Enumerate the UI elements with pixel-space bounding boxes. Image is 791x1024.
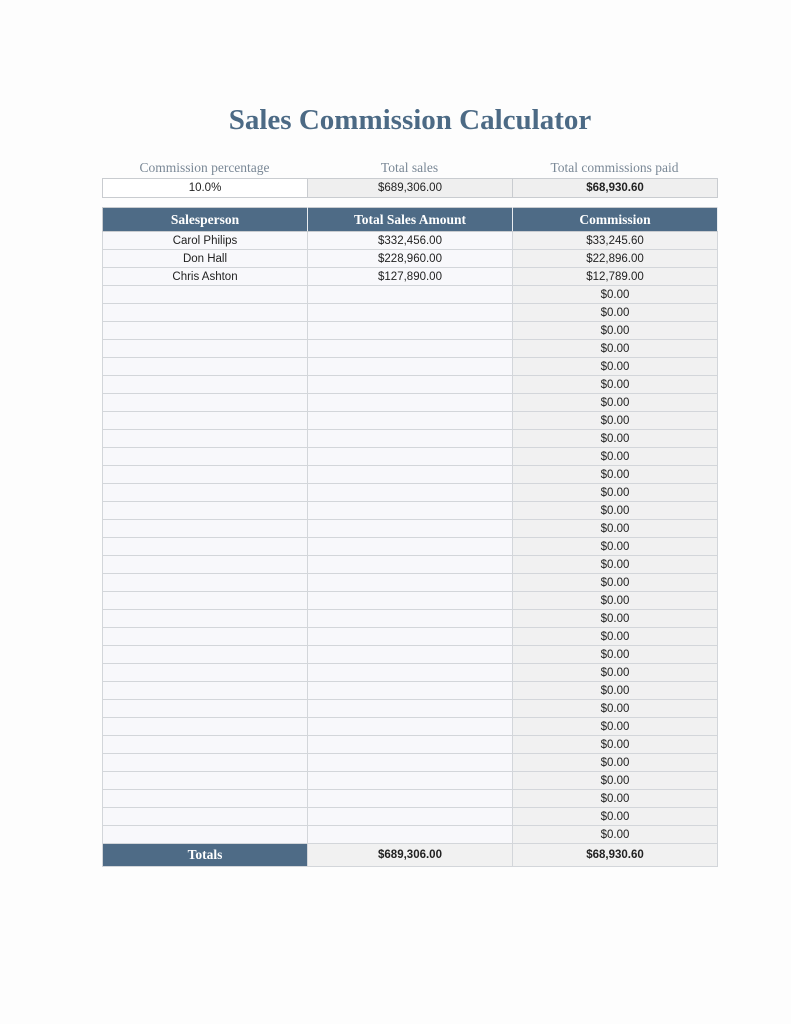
total-sales-label: Total sales xyxy=(380,160,439,175)
table-row xyxy=(103,718,718,736)
totals-row xyxy=(103,844,718,867)
table-body xyxy=(103,232,718,844)
commission-cell: $0.00 xyxy=(513,484,718,502)
commission-cell: $0.00 xyxy=(513,556,718,574)
total-sales-cell[interactable] xyxy=(308,664,513,682)
commission-cell: $0.00 xyxy=(513,340,718,358)
commission-table xyxy=(102,207,718,867)
table-row xyxy=(103,376,718,394)
table-row xyxy=(103,826,718,844)
commission-cell: $0.00 xyxy=(513,574,718,592)
commission-cell: $0.00 xyxy=(513,610,718,628)
total-sales-cell[interactable] xyxy=(308,754,513,772)
commission-cell: $0.00 xyxy=(513,520,718,538)
table-row xyxy=(103,232,718,250)
table-row xyxy=(103,484,718,502)
total-commissions-paid-value: $68,930.60 xyxy=(512,178,718,198)
total-sales-cell[interactable] xyxy=(308,826,513,844)
salesperson-cell[interactable] xyxy=(103,574,308,592)
commission-cell: $0.00 xyxy=(513,322,718,340)
header-commission: Commission xyxy=(513,208,718,232)
commission-cell: $0.00 xyxy=(513,682,718,700)
commission-cell: $0.00 xyxy=(513,304,718,322)
salesperson-cell[interactable] xyxy=(103,826,308,844)
table-row xyxy=(103,502,718,520)
commission-cell: $0.00 xyxy=(513,790,718,808)
total-sales-cell[interactable] xyxy=(308,502,513,520)
salesperson-cell[interactable]: Carol Philips xyxy=(103,232,308,250)
total-sales-cell[interactable]: $228,960.00 xyxy=(308,250,513,268)
commission-cell: $0.00 xyxy=(513,538,718,556)
table-row xyxy=(103,286,718,304)
totals-label: Totals xyxy=(103,844,308,867)
page-title: Sales Commission Calculator xyxy=(228,104,592,136)
total-sales-cell[interactable] xyxy=(308,484,513,502)
table-row xyxy=(103,538,718,556)
commission-cell: $0.00 xyxy=(513,286,718,304)
table-header-row xyxy=(103,208,718,232)
commission-cell: $33,245.60 xyxy=(513,232,718,250)
salesperson-cell[interactable] xyxy=(103,700,308,718)
salesperson-cell[interactable] xyxy=(103,718,308,736)
table-row xyxy=(103,322,718,340)
commission-percentage-label: Commission percentage xyxy=(139,160,270,175)
salesperson-cell[interactable] xyxy=(103,682,308,700)
total-sales-cell[interactable]: $127,890.00 xyxy=(308,268,513,286)
total-sales-cell[interactable] xyxy=(308,448,513,466)
commission-cell: $22,896.00 xyxy=(513,250,718,268)
table-row xyxy=(103,448,718,466)
salesperson-cell[interactable] xyxy=(103,304,308,322)
total-sales-cell[interactable] xyxy=(308,574,513,592)
total-sales-cell[interactable] xyxy=(308,610,513,628)
totals-commission-value: $68,930.60 xyxy=(513,844,718,867)
commission-cell: $0.00 xyxy=(513,592,718,610)
commission-cell: $0.00 xyxy=(513,664,718,682)
salesperson-cell[interactable] xyxy=(103,448,308,466)
commission-cell: $0.00 xyxy=(513,718,718,736)
table-row xyxy=(103,700,718,718)
table-row xyxy=(103,340,718,358)
salesperson-cell[interactable] xyxy=(103,484,308,502)
table-row xyxy=(103,466,718,484)
table-row xyxy=(103,430,718,448)
salesperson-cell[interactable] xyxy=(103,592,308,610)
table-row xyxy=(103,268,718,286)
table-row xyxy=(103,628,718,646)
salesperson-cell[interactable] xyxy=(103,664,308,682)
table-row xyxy=(103,304,718,322)
commission-percentage-field[interactable]: 10.0% xyxy=(102,178,308,198)
commission-cell: $0.00 xyxy=(513,358,718,376)
total-sales-cell[interactable] xyxy=(308,358,513,376)
total-sales-cell[interactable] xyxy=(308,340,513,358)
salesperson-cell[interactable] xyxy=(103,466,308,484)
salesperson-cell[interactable]: Don Hall xyxy=(103,250,308,268)
salesperson-cell[interactable] xyxy=(103,790,308,808)
table-row xyxy=(103,754,718,772)
salesperson-cell[interactable] xyxy=(103,502,308,520)
table-row xyxy=(103,556,718,574)
total-sales-cell[interactable] xyxy=(308,592,513,610)
salesperson-cell[interactable] xyxy=(103,340,308,358)
summary-values xyxy=(102,178,717,198)
table-row xyxy=(103,808,718,826)
salesperson-cell[interactable] xyxy=(103,322,308,340)
table-row xyxy=(103,646,718,664)
commission-cell: $0.00 xyxy=(513,826,718,844)
total-sales-cell[interactable] xyxy=(308,520,513,538)
commission-cell: $0.00 xyxy=(513,394,718,412)
table-row xyxy=(103,592,718,610)
total-sales-cell[interactable] xyxy=(308,790,513,808)
commission-cell: $0.00 xyxy=(513,502,718,520)
commission-cell: $0.00 xyxy=(513,646,718,664)
header-total-sales-amount: Total Sales Amount xyxy=(308,208,513,232)
total-sales-cell[interactable] xyxy=(308,772,513,790)
total-sales-cell[interactable] xyxy=(308,628,513,646)
salesperson-cell[interactable] xyxy=(103,610,308,628)
salesperson-cell[interactable] xyxy=(103,430,308,448)
total-sales-cell[interactable] xyxy=(308,322,513,340)
salesperson-cell[interactable] xyxy=(103,754,308,772)
salesperson-cell[interactable] xyxy=(103,286,308,304)
total-sales-cell[interactable] xyxy=(308,430,513,448)
salesperson-cell[interactable] xyxy=(103,628,308,646)
salesperson-cell[interactable] xyxy=(103,556,308,574)
table-row xyxy=(103,790,718,808)
salesperson-cell[interactable]: Chris Ashton xyxy=(103,268,308,286)
salesperson-cell[interactable] xyxy=(103,772,308,790)
total-sales-value: $689,306.00 xyxy=(307,178,513,198)
total-sales-cell[interactable] xyxy=(308,646,513,664)
commission-cell: $0.00 xyxy=(513,430,718,448)
table-row xyxy=(103,358,718,376)
total-sales-cell[interactable] xyxy=(308,538,513,556)
total-sales-cell[interactable] xyxy=(308,412,513,430)
total-sales-cell[interactable] xyxy=(308,808,513,826)
total-sales-cell[interactable] xyxy=(308,736,513,754)
salesperson-cell[interactable] xyxy=(103,376,308,394)
header-salesperson: Salesperson xyxy=(103,208,308,232)
total-sales-cell[interactable] xyxy=(308,700,513,718)
table-row xyxy=(103,736,718,754)
total-sales-cell[interactable] xyxy=(308,304,513,322)
salesperson-cell[interactable] xyxy=(103,736,308,754)
table-row xyxy=(103,664,718,682)
table-row xyxy=(103,394,718,412)
total-sales-cell[interactable] xyxy=(308,556,513,574)
total-sales-cell[interactable] xyxy=(308,718,513,736)
salesperson-cell[interactable] xyxy=(103,808,308,826)
commission-cell: $0.00 xyxy=(513,376,718,394)
table-row xyxy=(103,520,718,538)
salesperson-cell[interactable] xyxy=(103,538,308,556)
total-sales-cell[interactable] xyxy=(308,682,513,700)
commission-cell: $0.00 xyxy=(513,754,718,772)
total-commissions-paid-label: Total commissions paid xyxy=(550,160,679,175)
commission-cell: $0.00 xyxy=(513,412,718,430)
salesperson-cell[interactable] xyxy=(103,520,308,538)
table-row xyxy=(103,574,718,592)
table-row xyxy=(103,610,718,628)
commission-cell: $0.00 xyxy=(513,700,718,718)
total-sales-cell[interactable] xyxy=(308,286,513,304)
salesperson-cell[interactable] xyxy=(103,394,308,412)
commission-cell: $0.00 xyxy=(513,628,718,646)
commission-cell: $0.00 xyxy=(513,466,718,484)
table-row xyxy=(103,250,718,268)
salesperson-cell[interactable] xyxy=(103,412,308,430)
commission-cell: $0.00 xyxy=(513,736,718,754)
total-sales-cell[interactable] xyxy=(308,394,513,412)
salesperson-cell[interactable] xyxy=(103,646,308,664)
table-row xyxy=(103,772,718,790)
summary-labels xyxy=(102,160,717,176)
commission-cell: $12,789.00 xyxy=(513,268,718,286)
totals-sales-value: $689,306.00 xyxy=(308,844,513,867)
commission-cell: $0.00 xyxy=(513,772,718,790)
table-row xyxy=(103,412,718,430)
total-sales-cell[interactable] xyxy=(308,376,513,394)
total-sales-cell[interactable]: $332,456.00 xyxy=(308,232,513,250)
salesperson-cell[interactable] xyxy=(103,358,308,376)
commission-cell: $0.00 xyxy=(513,448,718,466)
table-row xyxy=(103,682,718,700)
total-sales-cell[interactable] xyxy=(308,466,513,484)
commission-cell: $0.00 xyxy=(513,808,718,826)
